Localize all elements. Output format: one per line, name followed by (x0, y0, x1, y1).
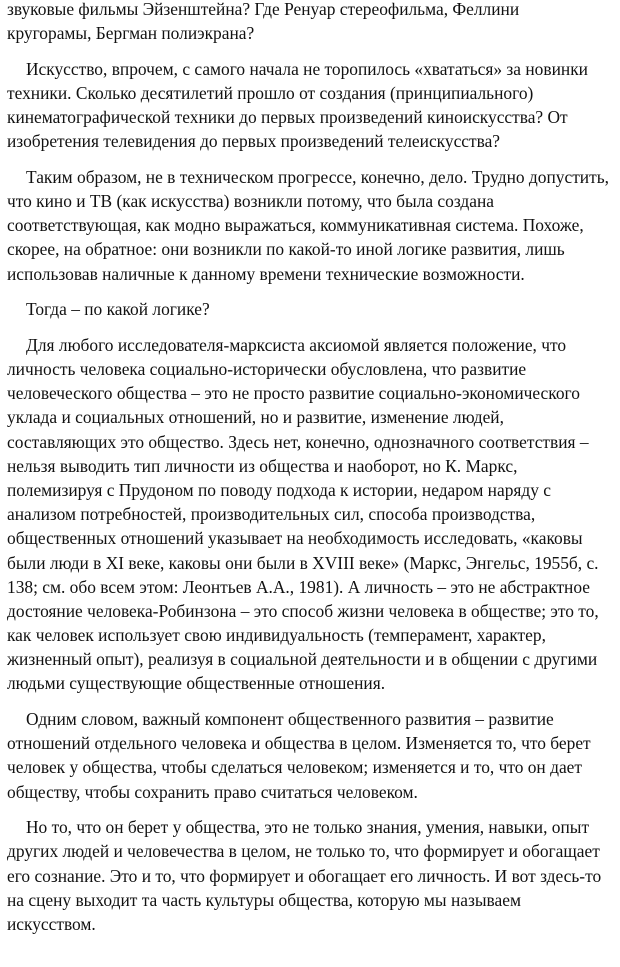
paragraph-3 (7, 165, 610, 286)
text-line: как человек использует свою индивидуальность (темперамент, характер, (7, 625, 546, 646)
text-line: Тогда – по какой логике? (26, 299, 210, 320)
text-line: использовав наличные к данному времени технические возможности. (7, 263, 525, 284)
text-line: полемизируя с Прудоном по поводу подхода к истории, недаром наряду с (7, 479, 552, 500)
text-line: человеческого общества – это не просто развитие социально-экономического (7, 383, 580, 404)
text-line: искусством. (7, 913, 96, 934)
paragraph-2 (7, 57, 610, 154)
text-line: техники. Сколько десятилетий прошло от создания (принципиального) (7, 82, 534, 103)
text-line: Одним словом, важный компонент общественного развития – развитие (26, 709, 554, 730)
text-line: анализом потребностей, производительных сил, способа производства, (7, 504, 536, 525)
text-line: Искусство, впрочем, с самого начала не торопилось «хвататься» за новинки (26, 58, 588, 79)
text-line: составляющих это общество. Здесь нет, конечно, однозначного соответствия – (7, 431, 589, 452)
text-line: личность человека социально-исторически обусловлена, что развитие (7, 359, 527, 379)
text-line: жизненный опыт), реализуя в социальной деятельности и в общении с другими (7, 649, 598, 670)
paragraph-6 (7, 707, 610, 804)
text-line: звуковые фильмы Эйзенштейна? Где Ренуар стереофильма, Феллини (7, 0, 520, 19)
text-line: достояние человека-Робинзона – это способ жизни человека в обществе; это то, (7, 600, 599, 621)
text-line: Таким образом, не в техническом прогрессе, конечно, дело. Трудно допустить, (26, 166, 609, 187)
text-line: общественных отношений указывает на необходимость исследовать, «каковы (7, 528, 583, 549)
text-line: людьми существующие общественные отношения. (7, 673, 386, 694)
text-line: изобретения телевидения до первых произведений телеискусства? (7, 131, 501, 152)
text-line: обществу, чтобы сохранить право считаться человеком. (7, 781, 418, 802)
text-line: были люди в XI веке, каковы они были в XVIII веке» (Маркс, Энгельс, 1955б, с. (7, 552, 599, 573)
text-line: Но то, что он берет у общества, это не только знания, умения, навыки, опыт (26, 817, 590, 838)
text-line: на сцену выходит та часть культуры общества, которую мы называем (7, 889, 521, 910)
text-line: уклада и социальных отношений, но и развитие, изменение людей, (7, 407, 504, 428)
paragraph-4 (7, 297, 610, 321)
text-line: соответствующая, как модно выражаться, коммуникативная система. Похоже, (7, 215, 584, 236)
paragraph-1 (7, 0, 610, 45)
paragraph-7 (7, 815, 610, 936)
text-line: отношений отдельного человека и общества в целом. Изменяется то, что берет (7, 733, 591, 754)
text-line: скорее, на обратное: они возникли по какой-то иной логике развития, лишь (7, 239, 565, 260)
text-line: других людей и человечества в целом, не только то, что формирует и обогащает (7, 841, 600, 862)
paragraph-5 (7, 333, 610, 696)
text-line: кругорамы, Бергман полиэкрана? (7, 23, 255, 44)
text-line: человек у общества, чтобы сделаться человеком; изменяется и то, что он дает (7, 757, 582, 778)
text-line: кинематографической техники до первых произведений киноискусства? От (7, 107, 568, 128)
text-line: 138; см. обо всем этом: Леонтьев А.А., 1981). А личность – это не абстрактное (7, 576, 590, 597)
text-line: нельзя выводить тип личности из общества и наоборот, но К. Маркс, (7, 455, 518, 476)
text-line: Для любого исследователя-марксиста аксиомой является положение, что (26, 334, 567, 355)
text-line: что кино и ТВ (как искусства) возникли потому, что была создана (7, 191, 494, 212)
text-line: его сознание. Это и то, что формирует и обогащает его личность. И вот здесь-то (7, 865, 602, 886)
